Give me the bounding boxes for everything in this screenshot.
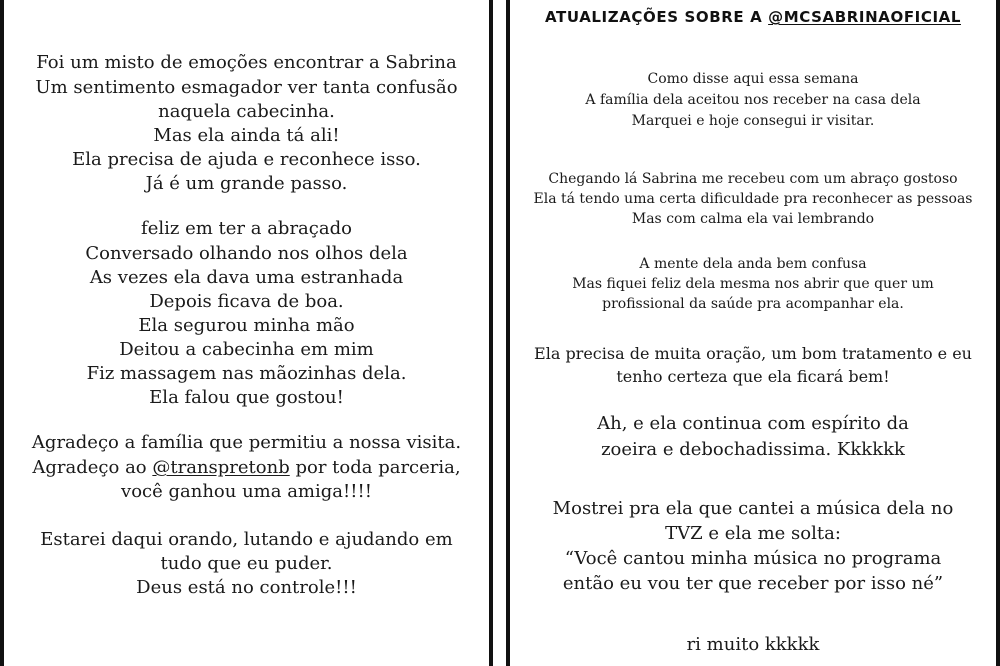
story-text-line: Já é um grande passo. [145, 173, 348, 194]
story-text-line: Ela falou que gostou! [149, 387, 344, 408]
story-text-line: feliz em ter a abraçado [141, 218, 352, 239]
story-text-line: tenho certeza que ela ficará bem! [616, 367, 890, 386]
story-text-line: profissional da saúde pra acompanhar ela. [602, 296, 904, 312]
story-text-line: “Você cantou minha música no programa [564, 548, 942, 569]
story-text-line: Mas fiquei feliz dela mesma nos abrir que quer um [572, 276, 934, 292]
story-header [510, 8, 996, 26]
story-text-line: Foi um misto de emoções encontrar a Sabrina [36, 52, 457, 73]
story-text-line: A mente dela anda bem confusa [639, 256, 867, 272]
story-text-line: Agradeço a família que permitiu a nossa visita. [31, 432, 462, 453]
story-text-line: Ela segurou minha mão [138, 315, 355, 336]
story-text-line: Mostrei pra ela que cantei a música dela no [552, 498, 954, 519]
story-text-line: Conversado olhando nos olhos dela [85, 243, 408, 264]
story-text-line: As vezes ela dava uma estranhada [89, 267, 404, 288]
right-story-panel [510, 0, 996, 666]
header-text: ATUALIZAÇÕES SOBRE A [545, 8, 769, 26]
story-text-line-with-mention [4, 456, 489, 480]
story-text-line: então eu vou ter que receber por isso né” [562, 573, 944, 594]
story-text-line: Um sentimento esmagador ver tanta confusão [35, 77, 458, 98]
story-text-line: Deus está no controle!!! [136, 577, 357, 598]
mention-link-transpretonb[interactable]: @transpretonb [152, 457, 290, 478]
text-fragment: por toda parceria, [289, 457, 461, 478]
story-text-line: Depois ficava de boa. [149, 291, 344, 312]
text-fragment: Agradeço ao [32, 457, 153, 478]
story-text-line: Mas ela ainda tá ali! [153, 125, 340, 146]
story-text-line: Deitou a cabecinha em mim [119, 339, 374, 360]
story-text-line: tudo que eu puder. [160, 553, 333, 574]
story-text-line: Ela tá tendo uma certa dificuldade pra reconhecer as pessoas [533, 191, 973, 207]
story-text-line: TVZ e ela me solta: [665, 523, 841, 544]
mention-link-mcsabrinaoficial[interactable]: @MCSABRINAOFICIAL [768, 8, 961, 26]
divider-bar-left [489, 0, 493, 666]
right-edge-bar [996, 0, 1000, 666]
story-text-line: Como disse aqui essa semana [647, 71, 859, 87]
story-text-line: naquela cabecinha. [158, 101, 335, 122]
story-text-line: Mas com calma ela vai lembrando [631, 211, 875, 227]
story-text-line: Chegando lá Sabrina me recebeu com um abraço gostoso [548, 171, 958, 187]
story-text-line: você ganhou uma amiga!!!! [121, 481, 372, 502]
story-text-line: zoeira e debochadissima. Kkkkkk [601, 439, 905, 460]
story-text-line: Ela precisa de muita oração, um bom tratamento e eu [534, 344, 972, 363]
story-text-line: A família dela aceitou nos receber na casa dela [585, 92, 921, 108]
story-text-line: ri muito kkkkk [686, 634, 820, 655]
story-text-line: Estarei daqui orando, lutando e ajudando em [40, 529, 453, 550]
story-text-line: Ela precisa de ajuda e reconhece isso. [72, 149, 421, 170]
story-text-line: Marquei e hoje consegui ir visitar. [631, 113, 875, 129]
story-text-line: Fiz massagem nas mãozinhas dela. [86, 363, 407, 384]
story-text-line: Ah, e ela continua com espírito da [597, 413, 909, 434]
left-story-panel [4, 0, 489, 666]
